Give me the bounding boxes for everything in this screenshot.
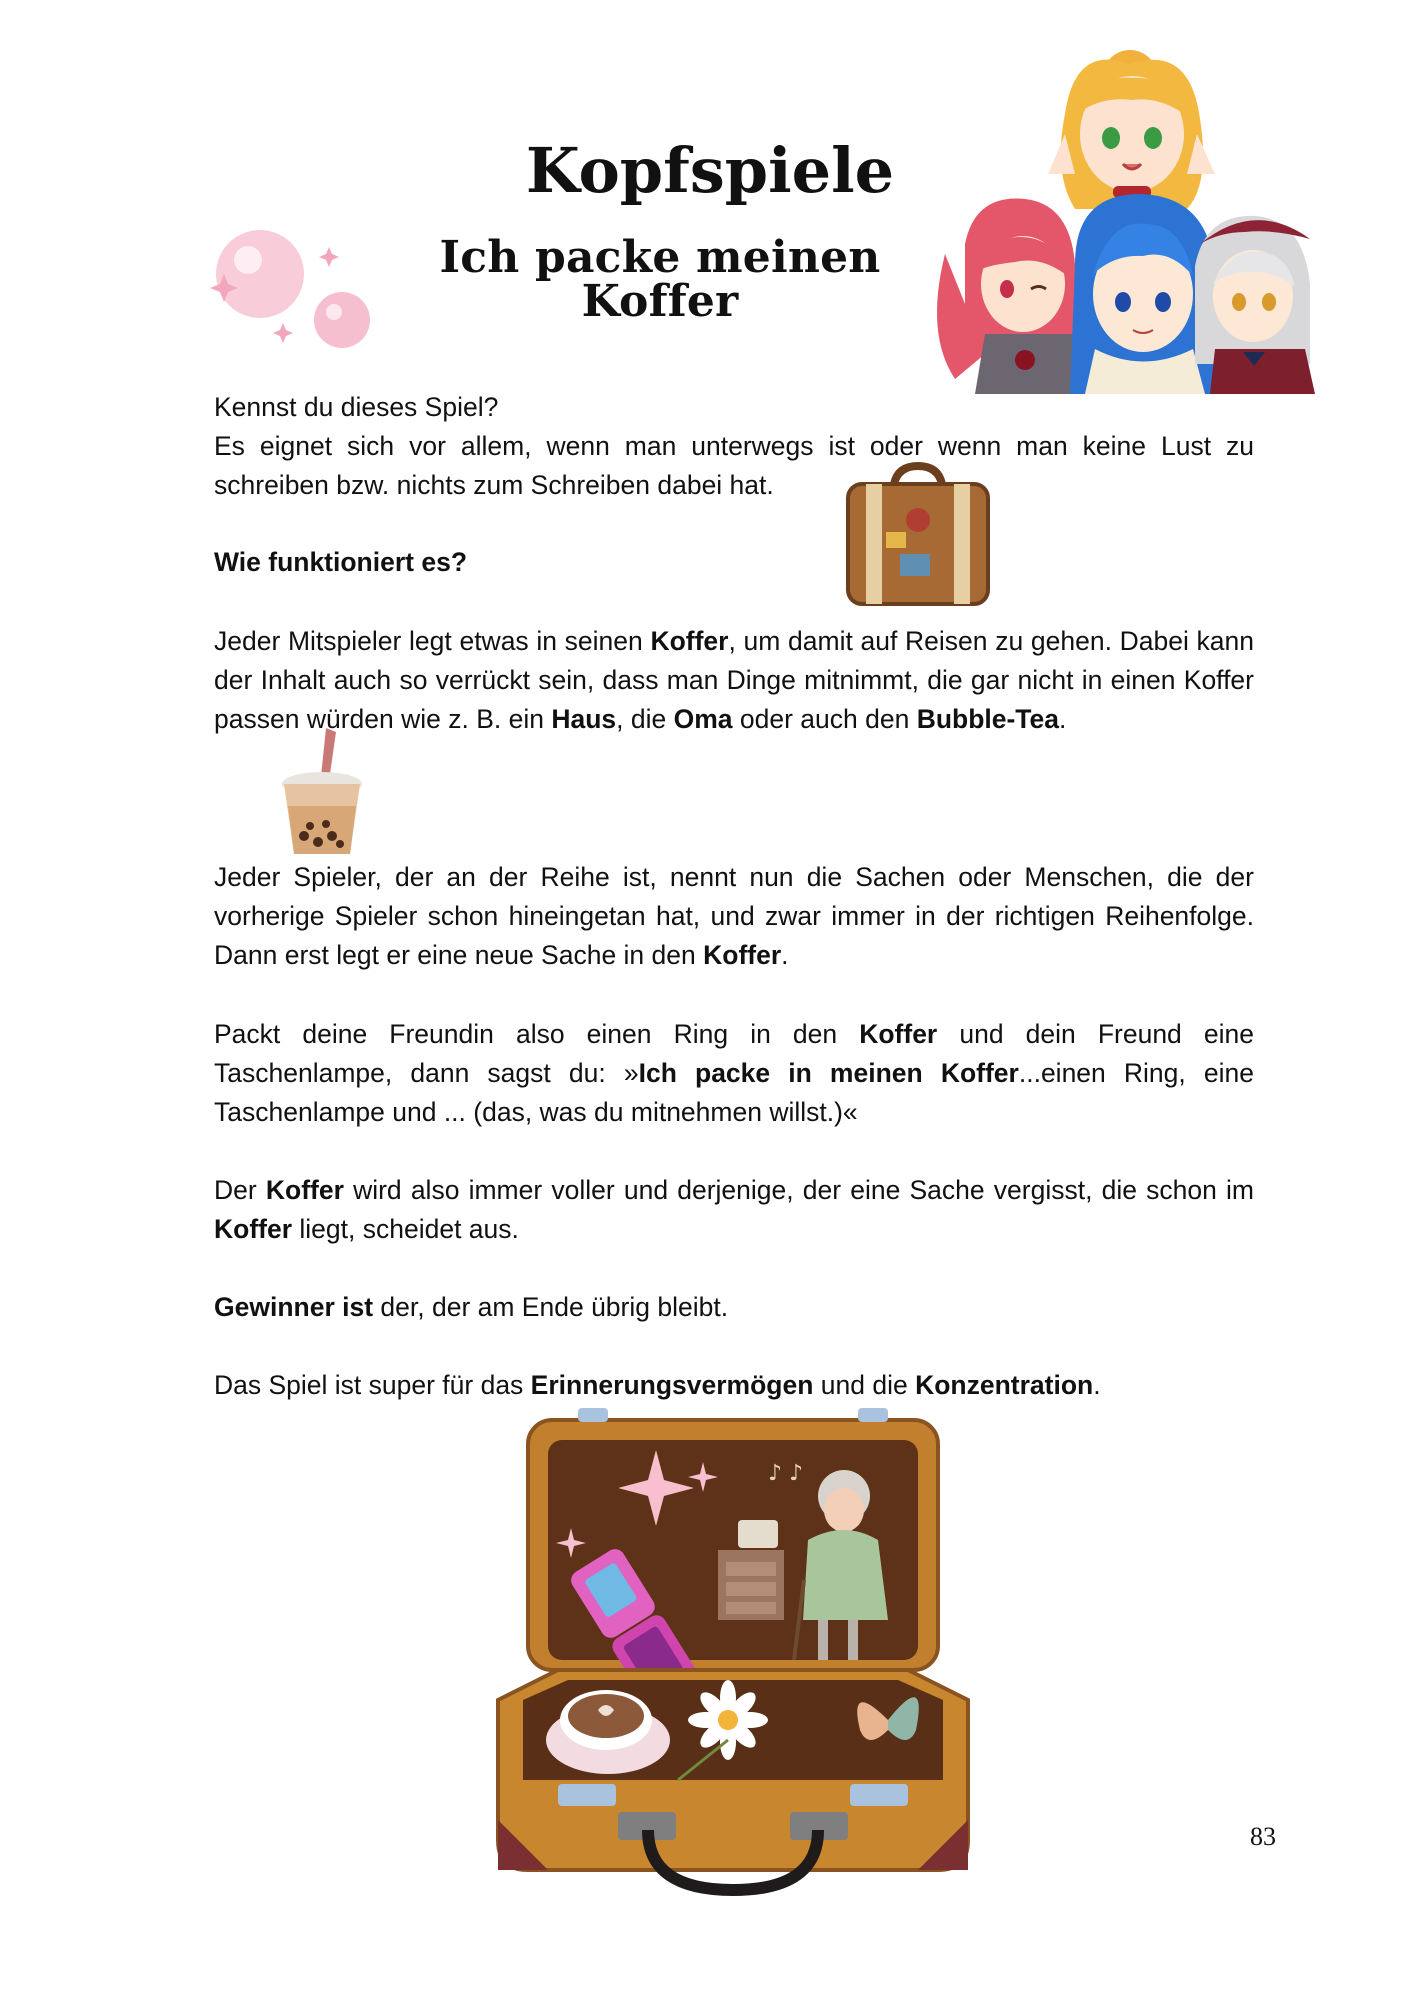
- rules-text-5: .: [1059, 704, 1067, 734]
- intro-question: Kennst du dieses Spiel?: [214, 392, 499, 422]
- svg-text:♪ ♪: ♪ ♪: [768, 1461, 804, 1486]
- rules-text-3: , die: [616, 704, 674, 734]
- anime-girls-illustration: [925, 34, 1335, 394]
- intro-paragraph: [214, 388, 1254, 505]
- rules-paragraph: [214, 622, 1254, 739]
- open-suitcase-illustration: [468, 1400, 998, 1900]
- bubble-tea-illustration: [274, 728, 370, 862]
- rules-text-1: Jeder Mitspieler legt etwas in seinen: [214, 626, 651, 656]
- pink-bubbles-illustration: [208, 224, 378, 352]
- benefit-bold-concentration: Konzentration: [915, 1370, 1094, 1400]
- win-text: der, der am Ende übrig bleibt.: [373, 1292, 729, 1322]
- order-bold-koffer: Koffer: [703, 940, 782, 970]
- example-bold-koffer: Koffer: [859, 1019, 938, 1049]
- rules-text-4: oder auch den: [732, 704, 917, 734]
- how-heading: Wie funktioniert es?: [214, 547, 468, 577]
- order-text-1: Jeder Spieler, der an der Reihe ist, nennt nun die Sachen oder Menschen, die der vorherige Spieler schon hineingetan hat, und zwar immer in der richtigen Reihenfolge. Dann erst legt er eine neue Sache in den: [214, 862, 1254, 970]
- example-text-2: und dein Freund eine Taschenlampe, dann sagst du: »: [214, 1019, 1254, 1088]
- page-subtitle: Ich packe meinen Koffer: [439, 232, 881, 327]
- out-text-3: liegt, scheidet aus.: [292, 1214, 519, 1244]
- order-paragraph: [214, 858, 1254, 975]
- elimination-paragraph: [214, 1171, 1254, 1249]
- rules-bold-bubble-tea: Bubble-Tea: [916, 704, 1060, 734]
- winner-paragraph: [214, 1288, 1254, 1327]
- benefit-text-1: Das Spiel ist super für das: [214, 1370, 531, 1400]
- benefit-bold-memory: Erinnerungsvermögen: [530, 1370, 814, 1400]
- example-bold-phrase: Ich packe in meinen Koffer: [638, 1058, 1019, 1088]
- rules-bold-haus: Haus: [551, 704, 617, 734]
- rules-text-2: , um damit auf Reisen zu gehen. Dabei kann der Inhalt auch so verrückt sein, dass man Dinge mitnimmt, die gar nicht in einen Koffer passen würden wie z. B. ein: [214, 626, 1254, 734]
- out-bold-koffer-1: Koffer: [265, 1175, 344, 1205]
- page-title: Kopfspiele: [525, 134, 895, 207]
- rules-bold-oma: Oma: [673, 704, 733, 734]
- out-bold-koffer-2: Koffer: [214, 1214, 293, 1244]
- example-text-1: Packt deine Freundin also einen Ring in den: [214, 1019, 860, 1049]
- example-text-3: ...einen Ring, eine Taschenlampe und ... (das, was du mitnehmen willst.)«: [214, 1058, 1254, 1127]
- benefit-text-2: und die: [813, 1370, 916, 1400]
- intro-text: Es eignet sich vor allem, wenn man unterwegs ist oder wenn man keine Lust zu schreiben bzw. nichts zum Schreiben dabei hat.: [214, 431, 1254, 500]
- out-text-1: Der: [214, 1175, 266, 1205]
- benefit-text-3: .: [1093, 1370, 1101, 1400]
- page-number: 83: [1250, 1822, 1276, 1851]
- win-bold: Gewinner ist: [214, 1292, 374, 1322]
- rules-bold-koffer: Koffer: [650, 626, 729, 656]
- example-paragraph: [214, 1015, 1254, 1132]
- out-text-2: wird also immer voller und derjenige, der eine Sache vergisst, die schon im: [343, 1175, 1254, 1205]
- order-text-2: .: [781, 940, 789, 970]
